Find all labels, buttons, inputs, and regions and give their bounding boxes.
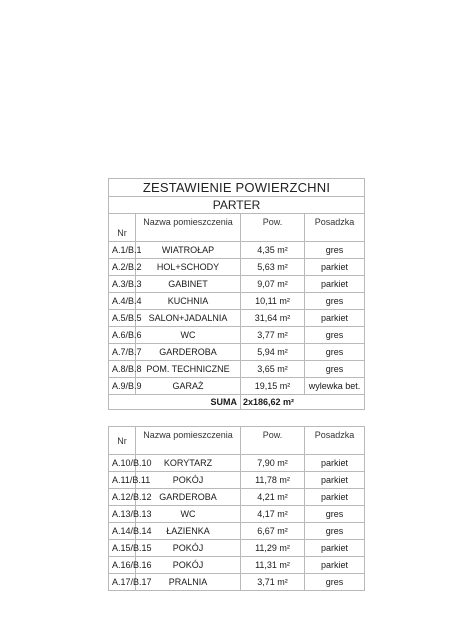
room-area: 19,15 m²: [241, 378, 305, 395]
column-header-nr-2: Nr: [109, 427, 136, 455]
room-number: A.17/B.17: [109, 574, 136, 591]
room-number: A.6/B.6: [109, 327, 136, 344]
sum-row: [109, 395, 365, 410]
table-row: [109, 310, 365, 327]
room-area: 7,90 m²: [241, 455, 305, 472]
floor-subtitle: PARTER: [109, 197, 365, 214]
column-header-name: Nazwa pomieszczenia: [136, 214, 241, 242]
table-row: [109, 472, 365, 489]
room-name: ŁAZIENKA: [136, 523, 241, 540]
floor-finish: parkiet: [305, 557, 365, 574]
room-name: WIATROŁAP: [136, 242, 241, 259]
room-number: A.15/B.15: [109, 540, 136, 557]
room-name: WC: [136, 327, 241, 344]
room-area: 5,63 m²: [241, 259, 305, 276]
room-area: 5,94 m²: [241, 344, 305, 361]
room-name: KUCHNIA: [136, 293, 241, 310]
table-row: [109, 540, 365, 557]
table-row: [109, 557, 365, 574]
room-name: POKÓJ: [136, 540, 241, 557]
table2-body: [109, 455, 365, 591]
room-area: 3,71 m²: [241, 574, 305, 591]
column-header-name-2: Nazwa pomieszczenia: [136, 427, 241, 455]
room-name: POKÓJ: [136, 472, 241, 489]
ground-floor-table: [108, 178, 365, 410]
room-area: 3,65 m²: [241, 361, 305, 378]
table-row: [109, 523, 365, 540]
floor-finish: parkiet: [305, 472, 365, 489]
room-name: GARDEROBA: [136, 489, 241, 506]
room-name: PRALNIA: [136, 574, 241, 591]
title-row: [109, 179, 365, 197]
room-name: WC: [136, 506, 241, 523]
room-area: 31,64 m²: [241, 310, 305, 327]
room-area: 4,17 m²: [241, 506, 305, 523]
floor-finish: gres: [305, 344, 365, 361]
floor-finish: gres: [305, 506, 365, 523]
room-area: 11,29 m²: [241, 540, 305, 557]
floor-finish: parkiet: [305, 540, 365, 557]
column-header-floor-2: Posadzka: [305, 427, 365, 455]
column-header-area: Pow.: [241, 214, 305, 242]
room-number: A.13/B.13: [109, 506, 136, 523]
schedule-title: ZESTAWIENIE POWIERZCHNI: [109, 179, 365, 197]
table-row: [109, 574, 365, 591]
table-row: [109, 276, 365, 293]
room-name: POM. TECHNICZNE: [136, 361, 241, 378]
room-area: 6,67 m²: [241, 523, 305, 540]
area-schedule-sheet: [108, 178, 364, 591]
room-name: SALON+JADALNIA: [136, 310, 241, 327]
table-row: [109, 378, 365, 395]
floor-finish: gres: [305, 523, 365, 540]
room-number: A.5/B.5: [109, 310, 136, 327]
table-row: [109, 293, 365, 310]
table-row: [109, 327, 365, 344]
floor-finish: parkiet: [305, 259, 365, 276]
floor-finish: gres: [305, 327, 365, 344]
floor-finish: gres: [305, 242, 365, 259]
room-number: A.3/B.3: [109, 276, 136, 293]
table-row: [109, 242, 365, 259]
room-area: 9,07 m²: [241, 276, 305, 293]
room-number: A.10/B.10: [109, 455, 136, 472]
room-name: HOL+SCHODY: [136, 259, 241, 276]
second-table: [108, 426, 365, 591]
room-name: GARDEROBA: [136, 344, 241, 361]
room-area: 3,77 m²: [241, 327, 305, 344]
sum-value: 2x186,62 m²: [241, 395, 365, 410]
room-name: POKÓJ: [136, 557, 241, 574]
table-row: [109, 361, 365, 378]
sum-label: SUMA: [109, 395, 241, 410]
table-row: [109, 489, 365, 506]
floor-finish: parkiet: [305, 455, 365, 472]
subtitle-row: [109, 197, 365, 214]
room-area: 4,21 m²: [241, 489, 305, 506]
room-number: A.2/B.2: [109, 259, 136, 276]
room-number: A.8/B.8: [109, 361, 136, 378]
column-header-area-2: Pow.: [241, 427, 305, 455]
table-row: [109, 259, 365, 276]
room-name: GABINET: [136, 276, 241, 293]
floor-finish: gres: [305, 361, 365, 378]
floor-finish: gres: [305, 574, 365, 591]
column-header-nr: Nr: [109, 214, 136, 242]
room-number: A.14/B.14: [109, 523, 136, 540]
room-number: A.1/B.1: [109, 242, 136, 259]
floor-finish: parkiet: [305, 310, 365, 327]
room-number: A.11/B.11: [109, 472, 136, 489]
room-name: KORYTARZ: [136, 455, 241, 472]
column-header-row-2: [109, 427, 365, 455]
floor-finish: wylewka bet.: [305, 378, 365, 395]
table1-body: [109, 242, 365, 395]
column-header-floor: Posadzka: [305, 214, 365, 242]
room-area: 11,78 m²: [241, 472, 305, 489]
room-number: A.16/B.16: [109, 557, 136, 574]
room-number: A.4/B.4: [109, 293, 136, 310]
column-header-row: [109, 214, 365, 242]
table-gap: [108, 410, 364, 426]
table-row: [109, 344, 365, 361]
room-area: 10,11 m²: [241, 293, 305, 310]
table-row: [109, 455, 365, 472]
table-row: [109, 506, 365, 523]
floor-finish: parkiet: [305, 489, 365, 506]
floor-finish: gres: [305, 293, 365, 310]
room-name: GARAŻ: [136, 378, 241, 395]
floor-finish: parkiet: [305, 276, 365, 293]
room-area: 4,35 m²: [241, 242, 305, 259]
room-area: 11,31 m²: [241, 557, 305, 574]
room-number: A.12/B.12: [109, 489, 136, 506]
room-number: A.7/B.7: [109, 344, 136, 361]
room-number: A.9/B.9: [109, 378, 136, 395]
